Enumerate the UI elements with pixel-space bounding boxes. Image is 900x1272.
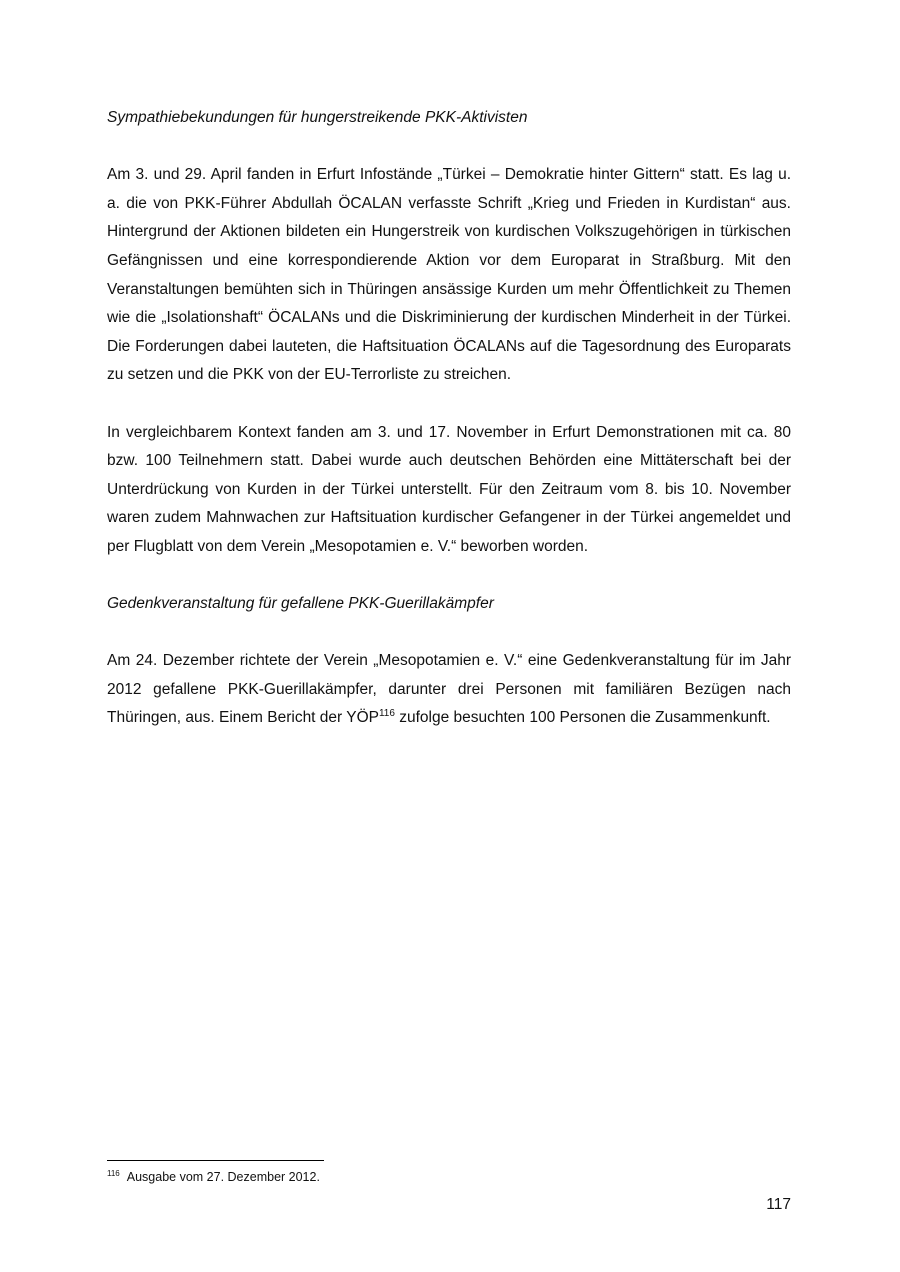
page-number: 117	[766, 1196, 791, 1213]
paragraph-memorial-text-part1: Am 24. Dezember richtete der Verein „Mesopotamien e. V.“ eine Gedenkveranstaltung für im Jahr 2012 gefallene PKK-Guerillakämpfer, darunter drei Personen mit familiären Bezügen nach Thüringen, aus. Einem Bericht der YÖP	[107, 652, 791, 727]
footnote	[107, 1168, 320, 1186]
section-heading-memorial: Gedenkveranstaltung für gefallene PKK-Guerillakämpfer	[107, 595, 494, 613]
section-heading-hunger-strike: Sympathiebekundungen für hungerstreikende PKK-Aktivisten	[107, 109, 528, 126]
page-content	[107, 104, 791, 733]
paragraph-demonstrations: In vergleichbarem Kontext fanden am 3. und 17. November in Erfurt Demonstrationen mit ca. 80 bzw. 100 Teilnehmern statt. Dabei wurde auch deutschen Behörden eine Mittäterschaft bei der Unterdrückung von Kurden in der Türkei unterstellt. Für den Zeitraum vom 8. bis 10. November waren zudem Mahnwachen zur Haftsituation kurdischer Gefangener in der Türkei angemeldet und per Flugblatt von dem Verein „Mesopotamien e. V.“ beworben worden.	[107, 423, 791, 555]
paragraph-memorial-text-part2: zufolge besuchten 100 Personen die Zusammenkunft.	[394, 709, 771, 727]
footnote-number: 116	[107, 1169, 120, 1178]
paragraph-info-stands: Am 3. und 29. April fanden in Erfurt Infostände „Türkei – Demokratie hinter Gittern“ statt. Es lag u. a. die von PKK-Führer Abdullah ÖCALAN verfasste Schrift „Krieg und Frieden in Kurdistan“ aus. Hintergrund der Aktionen bildeten ein Hungerstreik von kurdischen Volkszugehörigen in türkischen Gefängnissen und eine korrespondierende Aktion vor dem Europarat in Straßburg. Mit den Veranstaltungen bemühten sich in Thüringen ansässige Kurden um mehr Öffentlichkeit zu Themen wie die „Isolationshaft“ ÖCALANs und die Diskriminierung der kurdischen Minderheit in der Türkei. Die Forderungen dabei lauteten, die Haftsituation ÖCALANs auf die Tagesordnung des Europarats zu setzen und die PKK von der EU-Terrorliste zu streichen.	[107, 166, 791, 384]
footnote-reference[interactable]: 116	[378, 708, 395, 720]
paragraph-memorial-event	[107, 647, 791, 733]
footnote-text: Ausgabe vom 27. Dezember 2012.	[126, 1170, 320, 1184]
footnote-separator	[107, 1160, 324, 1161]
